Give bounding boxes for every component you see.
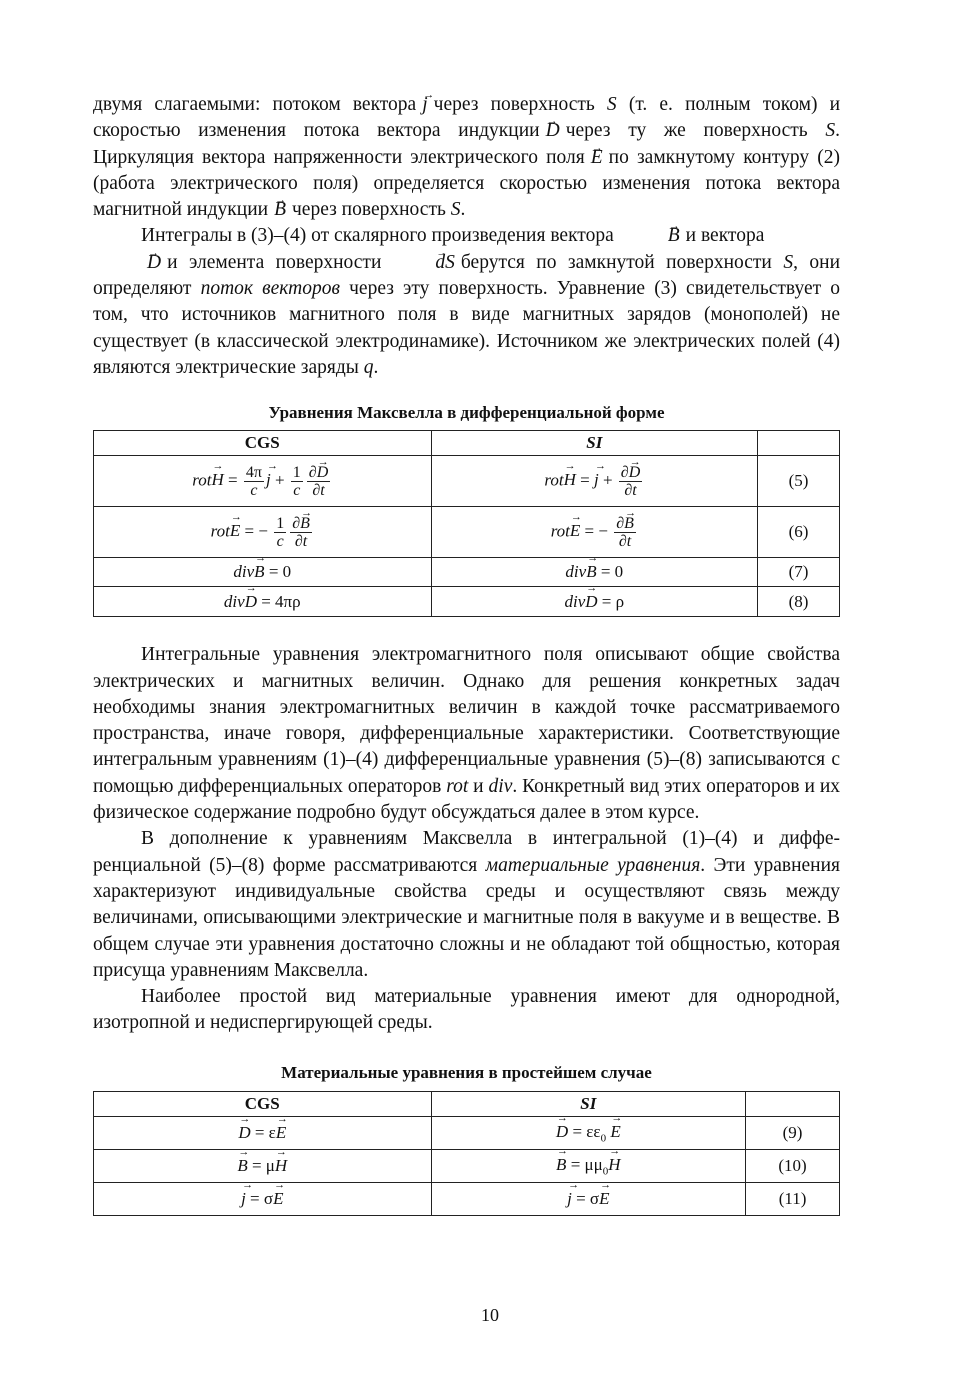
table-row: [94, 456, 840, 507]
eq8-si: div→ D = ρ: [431, 587, 758, 617]
table-row: [94, 507, 840, 558]
table-header-row: [94, 431, 840, 456]
eq5-cgs: rot→ H = $\frac{4\pi}{c}$ → j + $\frac{1}{c}$ $\frac{\partial\to D}{\partial t}$: [94, 456, 432, 507]
table-row: [94, 1116, 840, 1149]
eq7-number: (7): [758, 558, 840, 587]
eq11-cgs: → j = σ→ E: [94, 1182, 432, 1215]
eq8-cgs: div→ D = 4πρ: [94, 587, 432, 617]
maxwell-differential-table: [93, 430, 840, 617]
eq10-cgs: → B = μ→ H: [94, 1149, 432, 1182]
page-content: [93, 92, 840, 1216]
eq7-cgs: div→ B = 0: [94, 558, 432, 587]
eq9-number: (9): [746, 1116, 840, 1149]
eq9-cgs: → D = ε→ E: [94, 1116, 432, 1149]
table1-caption: Уравнения Максвелла в дифференциальной форме: [268, 403, 665, 423]
table-row: [94, 587, 840, 617]
material-equations-table: [93, 1091, 840, 1216]
eq7-si: div→ B = 0: [431, 558, 758, 587]
eq10-number: (10): [746, 1149, 840, 1182]
table2-caption: Материальные уравнения в простейшем случае: [281, 1062, 652, 1082]
header-cgs: CGS: [94, 431, 432, 456]
header-si: SI: [431, 431, 758, 456]
eq10-si: → $B = \mu\mu_0\to H$: [431, 1149, 746, 1182]
eq6-cgs: rot→ E = − $\frac{1}{c}$ $\frac{\partial\to B}{\partial t}$: [94, 507, 432, 558]
eq5-si: rot→ H = → j + $\frac{\partial\to D}{\partial t}$: [431, 456, 758, 507]
paragraph-5: Наиболее простой вид материальные уравнения имеют для однородной, изотропной и недиспергирующей среды.: [93, 986, 840, 1034]
header-num: [758, 431, 840, 456]
paragraph-1: двумя слагаемыми: потоком вектора→ j через поверхность S (т. е. полным током) и скоростью изменения потока вектора индукции→ D через ту же поверхность S. Циркуляция вектора напряженности электрического поля→ E по замкнутому контуру (2) (работа электрического поля) определяется скоростью изменения потока вектора магнитной индукции→ B через поверхность S.: [93, 92, 840, 223]
table-row: [94, 1182, 840, 1215]
header-cgs: CGS: [94, 1091, 432, 1116]
eq11-number: (11): [746, 1182, 840, 1215]
paragraph-2: Интегралы в (3)–(4) от скалярного произведения вектора→ B и вектора → D и элемента поверхности→ dS берутся по замкнутой поверхности S, они определяют поток векторов через эту поверхность. Уравнение (3) свидетельствует о том, что источников магнитного поля в виде магнитных зарядов (монополей) не существует (в классической электродинамике). Источником же электрических полей (4) являются электрические заряды q.: [93, 223, 840, 381]
table-row: [94, 1149, 840, 1182]
eq6-si: rot→ E = − $\frac{\partial\to B}{\partial t}$: [431, 507, 758, 558]
paragraph-3: Интегральные уравнения электромагнитного поля описывают общие свойства электрических и магнитных величин. Однако для решения конкретных задач необходимы знания электромагнитных величин в каждой точке рассматриваемого пространства, иначе говоря, дифференциальные характеристики. Соответствующие интегральным уравнениям (1)–(4) дифференциальные уравнения (5)–(8) записываются с помощью дифференциальных операторов rot и div. Конкретный вид этих операторов и их физическое содержание подробно будут обсуждаться далее в этом курсе.: [93, 644, 841, 824]
paragraph-4: В дополнение к уравнениям Максвелла в интегральной (1)–(4) и дифференциальной (5)–(8) форме рассматриваются материальные уравнения. Эти уравнения характеризуют индивидуальные свойства среды и осуществляют связь между величинами, описывающими электрические и магнитные поля в вакууме и в веществе. В общем случае эти уравнения достаточно сложны и не обладают той общностью, которая присуща уравнениям Максвелла.: [93, 828, 841, 981]
eq8-number: (8): [758, 587, 840, 617]
table-row: [94, 558, 840, 587]
page-number: 10: [481, 1305, 499, 1325]
table-header-row: [94, 1091, 840, 1116]
header-num: [746, 1091, 840, 1116]
eq5-number: (5): [758, 456, 840, 507]
header-si: SI: [431, 1091, 746, 1116]
eq11-si: → j = σ→ E: [431, 1182, 746, 1215]
eq9-si: → $D = \varepsilon\varepsilon_0 \to E$: [431, 1116, 746, 1149]
eq6-number: (6): [758, 507, 840, 558]
